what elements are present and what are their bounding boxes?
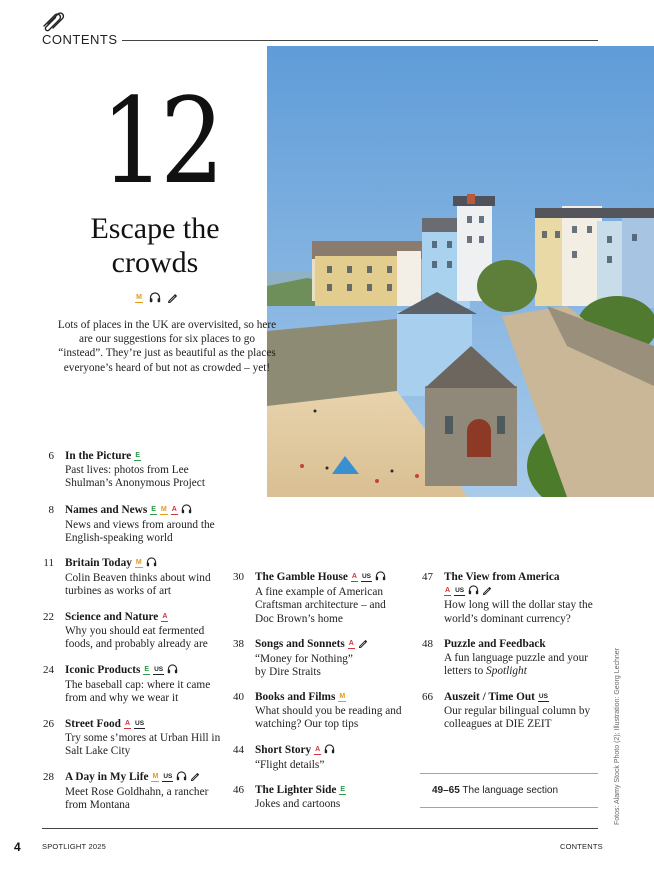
level-badge-us: US	[538, 693, 548, 700]
level-badge-a: A	[315, 746, 321, 753]
toc-description: Jokes and cartoons	[255, 797, 341, 810]
footer-divider	[42, 828, 598, 829]
toc-entry-body	[255, 571, 415, 626]
level-badge-m: M	[135, 559, 142, 566]
toc-page-number: 48	[422, 638, 433, 650]
toc-entry-body	[65, 664, 250, 706]
toc-title: Songs and Sonnets	[255, 638, 345, 650]
level-badge-m: M	[136, 293, 142, 301]
toc-title-line	[65, 664, 250, 679]
language-section-rule-top	[420, 773, 598, 774]
toc-title: Books and Films	[255, 691, 336, 703]
level-badge-m: M	[152, 773, 159, 780]
level-badge-e: E	[144, 666, 150, 673]
toc-description: Salt Lake City	[65, 745, 131, 757]
toc-page-number: 8	[48, 504, 54, 516]
level-badge-us: US	[455, 586, 465, 594]
toc-title-line	[255, 638, 415, 653]
toc-marks-line	[441, 585, 604, 600]
feature-badges	[55, 292, 255, 303]
level-badge-a: A	[162, 613, 168, 620]
toc-entry-body	[255, 784, 415, 811]
toc-page-number: 44	[233, 744, 244, 756]
toc-title-line	[255, 784, 415, 798]
toc-description	[444, 665, 604, 679]
toc-description: Past lives: photos from Lee	[65, 463, 189, 476]
header-divider	[122, 40, 598, 41]
headphones-icon	[324, 744, 335, 759]
toc-title: Puzzle and Feedback	[444, 638, 546, 650]
toc-description: The baseball cap: where it came	[65, 678, 211, 691]
toc-title-line	[65, 771, 250, 786]
toc-title-line	[255, 744, 415, 759]
headphones-icon	[181, 504, 192, 519]
language-section-range: 49–65	[432, 785, 460, 796]
toc-title: Names and News	[65, 504, 148, 516]
toc-page-number: 46	[233, 784, 244, 796]
toc-description: colleagues at DIE ZEIT	[444, 718, 552, 730]
toc-description: foods, and probably already are	[65, 638, 208, 650]
toc-entry-body	[444, 571, 604, 626]
toc-description: Colin Beaven thinks about wind	[65, 571, 211, 584]
level-badge-us: US	[154, 666, 164, 673]
toc-entry-body	[65, 718, 250, 759]
toc-title: Street Food	[65, 718, 121, 730]
feature-number: 12	[100, 72, 220, 210]
level-badge-a: A	[171, 506, 177, 513]
level-badge-a: A	[351, 573, 357, 580]
toc-description: Why you should eat fermented	[65, 624, 205, 637]
toc-title-line	[444, 571, 604, 585]
headphones-icon	[149, 292, 161, 303]
photo-credit: Fotos: Alamy Stock Photo (2); Illustration: Georg Lechner	[614, 647, 621, 825]
toc-page-number: 40	[233, 691, 244, 703]
pencil-icon	[190, 771, 200, 786]
toc-description: “Money for Nothing”	[255, 652, 353, 665]
pencil-icon	[167, 292, 178, 303]
toc-description: from Montana	[65, 799, 130, 811]
toc-description: world’s dominant currency?	[444, 612, 571, 625]
feature-description: Lots of places in the UK are overvisited, so here are our suggestions for six places to go “instead”. They’re just as beautiful as the places everyone’s heard of but not as crowded – yet!	[57, 319, 277, 374]
toc-page-number: 22	[43, 611, 54, 623]
toc-description: by Dire Straits	[255, 666, 321, 678]
toc-entry-body	[65, 504, 250, 546]
toc-page-number: 6	[48, 450, 54, 462]
toc-description: Our regular bilingual column by	[444, 704, 591, 717]
toc-description: What should you be reading and	[255, 704, 402, 717]
toc-title-line	[255, 571, 415, 586]
toc-description: turbines as works of art	[65, 585, 172, 597]
toc-title: The Lighter Side	[255, 784, 337, 796]
toc-title-line	[65, 611, 250, 625]
feature-title	[55, 212, 255, 280]
toc-description: Try some s’mores at Urban Hill in	[65, 731, 221, 744]
toc-page-number: 66	[422, 691, 433, 703]
toc-description: Meet Rose Goldhahn, a rancher	[65, 785, 209, 798]
toc-page-number: 24	[43, 664, 54, 676]
level-badge-e: E	[151, 506, 156, 513]
level-badge-us: US	[163, 773, 173, 780]
section-label: CONTENTS	[42, 32, 118, 47]
toc-title-line	[255, 691, 415, 705]
toc-description: Doc Brown’s home	[255, 612, 343, 625]
toc-title: A Day in My Life	[65, 771, 149, 783]
toc-description: Shulman’s Anonymous Project	[65, 477, 205, 489]
level-badge-a: A	[348, 640, 354, 647]
toc-page-number: 47	[422, 571, 433, 583]
toc-title: Iconic Products	[65, 664, 141, 676]
headphones-icon	[176, 771, 187, 786]
toc-page-number: 38	[233, 638, 244, 650]
toc-description: watching? Our top tips	[255, 718, 359, 730]
toc-description: Craftsman architecture – and	[255, 599, 386, 611]
level-badge-us: US	[135, 720, 145, 727]
toc-title: In the Picture	[65, 450, 132, 462]
toc-description: A fun language puzzle and your	[444, 651, 588, 664]
toc-description-text: letters to	[444, 665, 487, 677]
toc-title-line	[65, 718, 250, 732]
toc-title: Science and Nature	[65, 611, 159, 623]
toc-description: from and why we wear it	[65, 692, 179, 704]
toc-title-line	[444, 691, 604, 705]
magazine-name-italic: Spotlight	[486, 665, 527, 677]
level-badge-e: E	[135, 452, 140, 459]
toc-title-line	[65, 450, 250, 464]
harbour-town-photo	[267, 46, 654, 497]
toc-entry-body	[444, 691, 604, 732]
feature-title-line2: crowds	[111, 246, 199, 279]
toc-entry-body	[444, 638, 604, 679]
headphones-icon	[468, 585, 479, 600]
toc-title-line	[444, 638, 604, 652]
toc-title: Short Story	[255, 744, 312, 756]
toc-page-number: 30	[233, 571, 244, 583]
toc-description: English-speaking world	[65, 532, 173, 544]
pencil-icon	[358, 638, 368, 653]
toc-title-line	[65, 557, 250, 572]
toc-title: Britain Today	[65, 557, 132, 569]
toc-page-number: 28	[43, 771, 54, 783]
page-number: 4	[14, 840, 21, 854]
toc-description: How long will the dollar stay the	[444, 599, 593, 611]
toc-title: Auszeit / Time Out	[444, 691, 535, 703]
toc-description: News and views from around the	[65, 518, 215, 531]
toc-entry-body	[255, 691, 415, 732]
toc-title: The View from America	[444, 571, 560, 583]
toc-entry-body	[255, 638, 415, 680]
toc-page-number: 26	[43, 718, 54, 730]
headphones-icon	[146, 557, 157, 572]
level-badge-m: M	[339, 693, 346, 700]
feature-title-line1: Escape the	[90, 212, 220, 245]
toc-description: A fine example of American	[255, 585, 383, 598]
level-badge-a: A	[445, 586, 451, 594]
toc-title-line	[65, 504, 250, 519]
toc-entry-body	[65, 557, 250, 599]
level-badge-us: US	[361, 573, 371, 580]
footer-section-name: CONTENTS	[560, 842, 603, 851]
toc-title: The Gamble House	[255, 571, 348, 583]
paperclip-icon	[40, 10, 66, 32]
toc-entry-body	[65, 611, 250, 652]
toc-page-number: 11	[43, 557, 54, 569]
headphones-icon	[375, 571, 386, 586]
pencil-icon	[482, 585, 492, 600]
toc-description: “Flight details”	[255, 758, 325, 771]
toc-entry-body	[255, 744, 415, 772]
level-badge-a: A	[124, 720, 131, 727]
footer-magazine-name: SPOTLIGHT 2025	[42, 842, 106, 851]
language-section-label: The language section	[462, 785, 559, 796]
headphones-icon	[167, 664, 178, 679]
toc-entry-body	[65, 771, 250, 813]
level-badge-e: E	[340, 786, 346, 793]
language-section-rule-bottom	[420, 807, 598, 808]
level-badge-m: M	[160, 506, 167, 513]
language-section	[432, 785, 558, 796]
toc-entry-body	[65, 450, 250, 491]
